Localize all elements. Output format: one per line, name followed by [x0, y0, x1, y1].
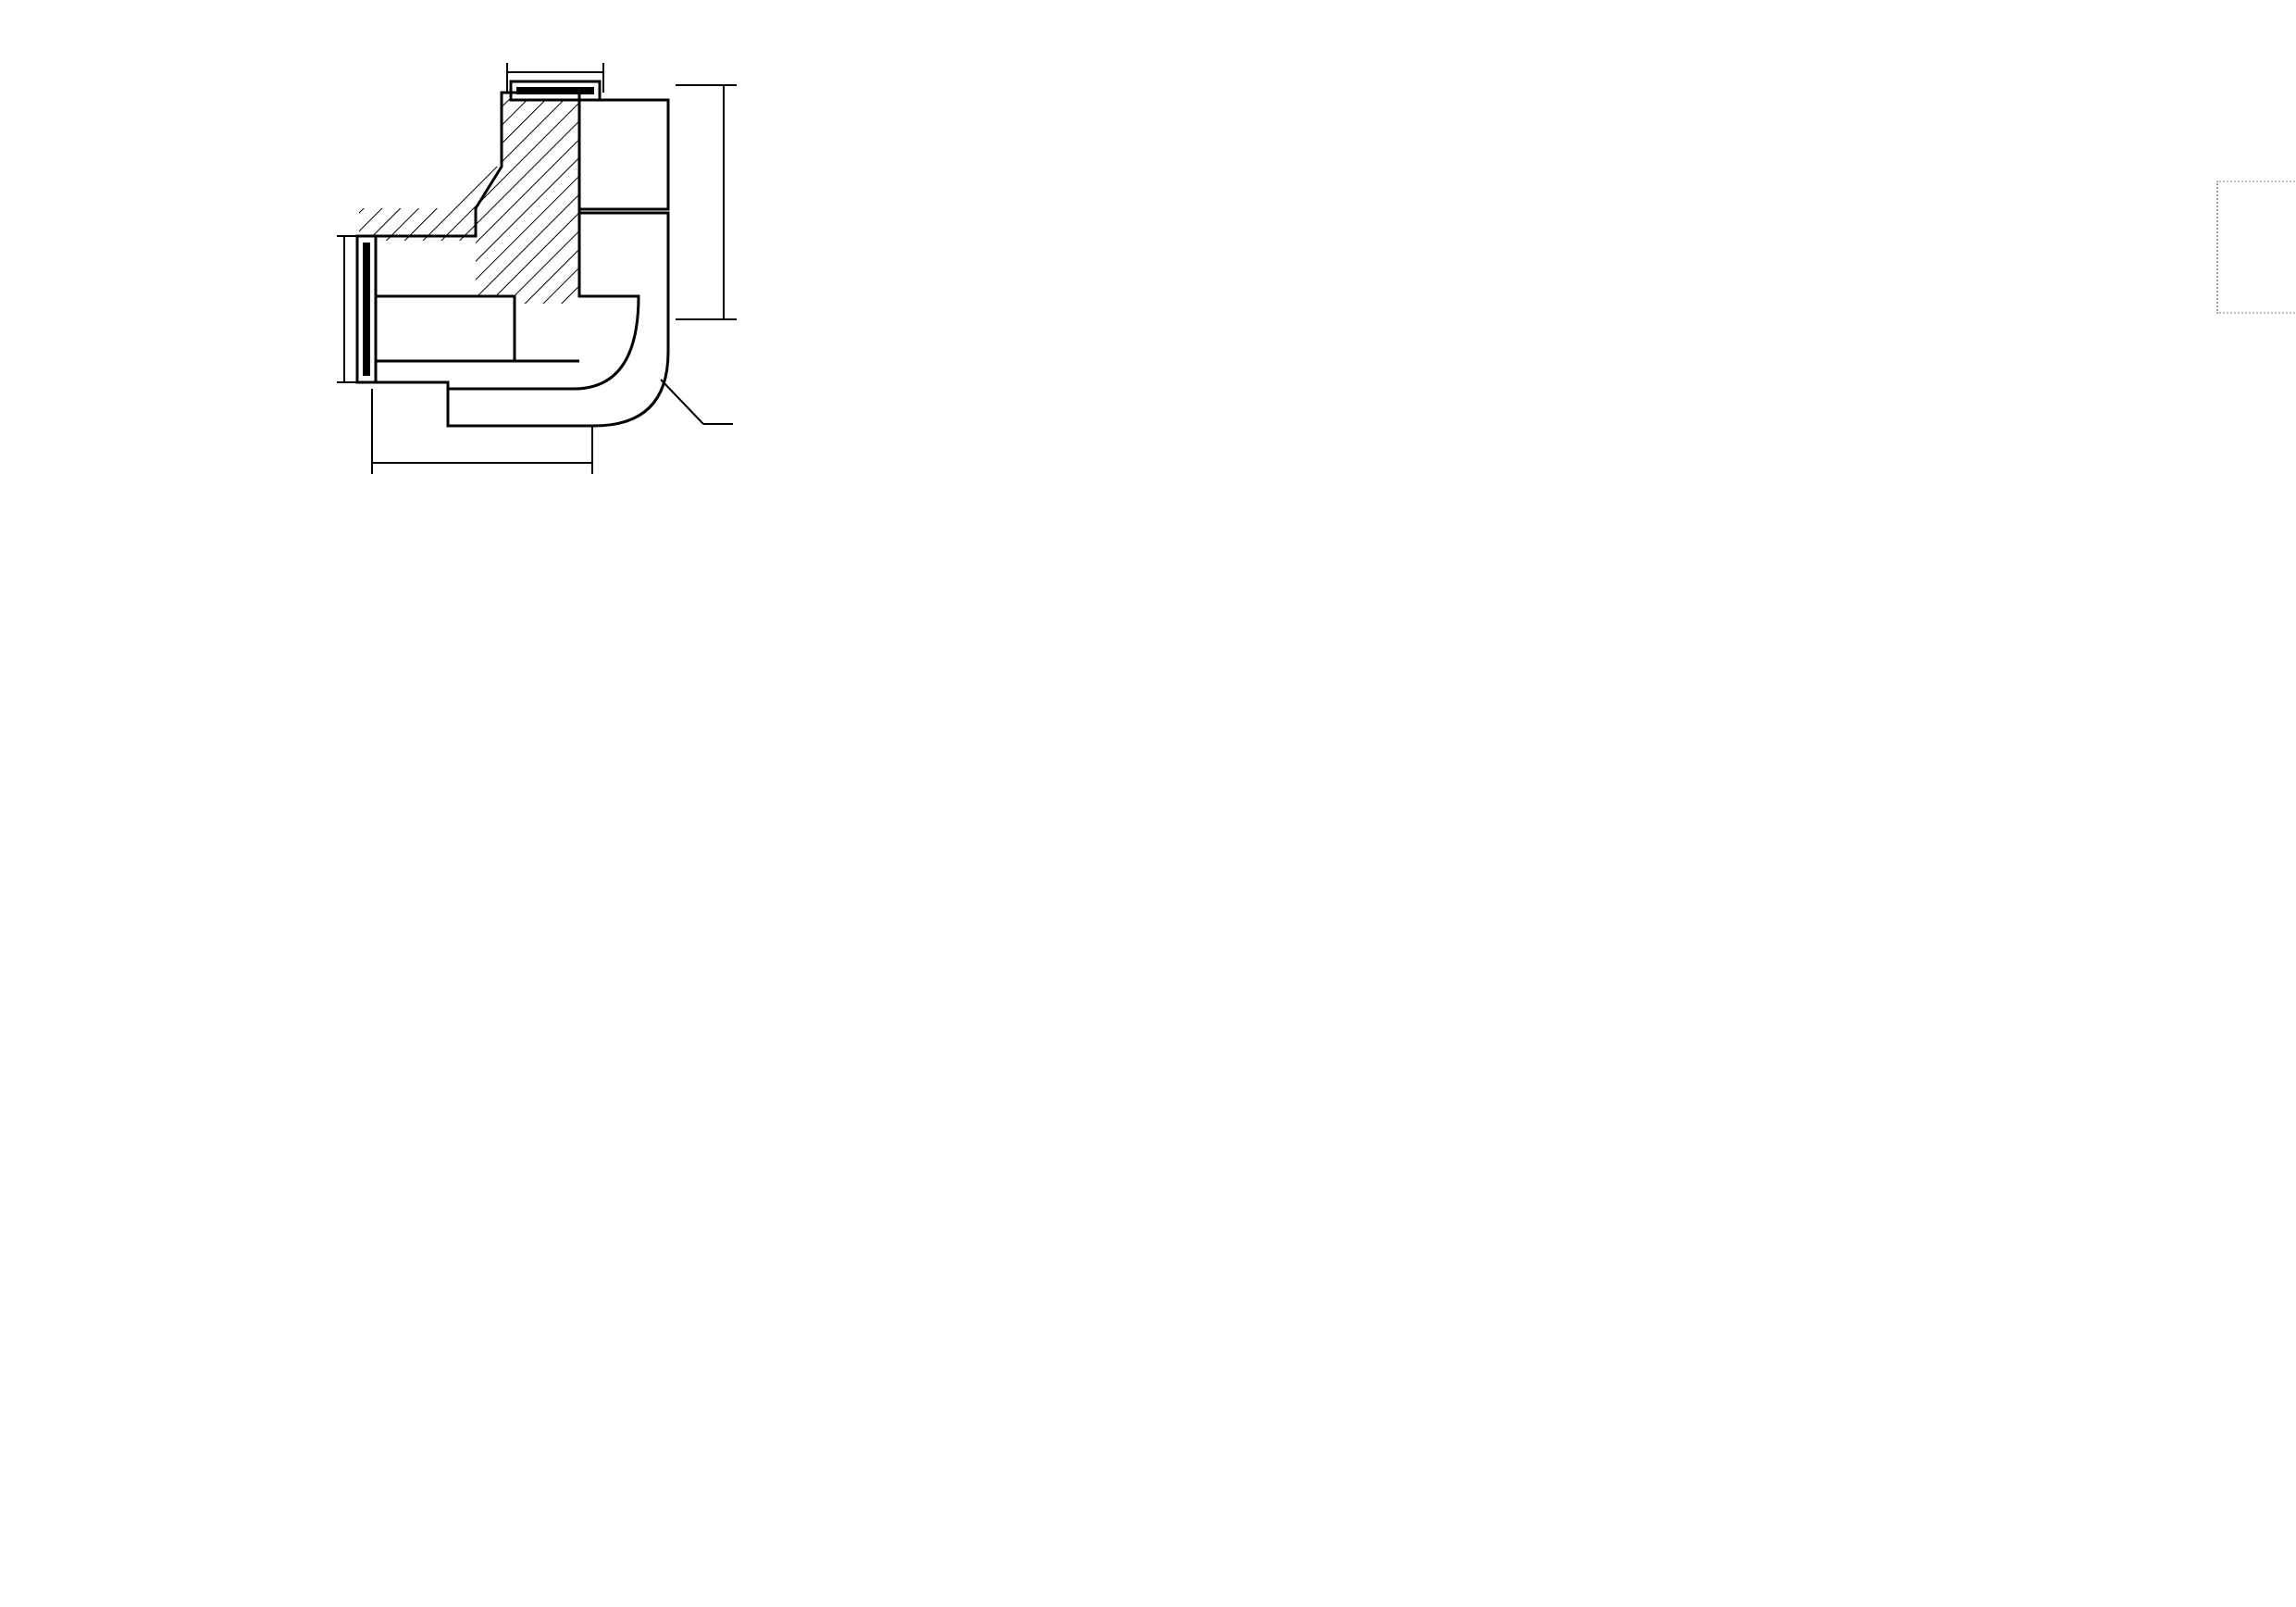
elbow-fitting-svg: [305, 28, 750, 491]
section-tab-marker: [2216, 181, 2296, 314]
elbow-fitting-drawing: [305, 28, 750, 491]
body-section-hatch: [359, 93, 579, 304]
vertical-bore: [579, 100, 668, 209]
horizontal-bore: [376, 296, 515, 361]
